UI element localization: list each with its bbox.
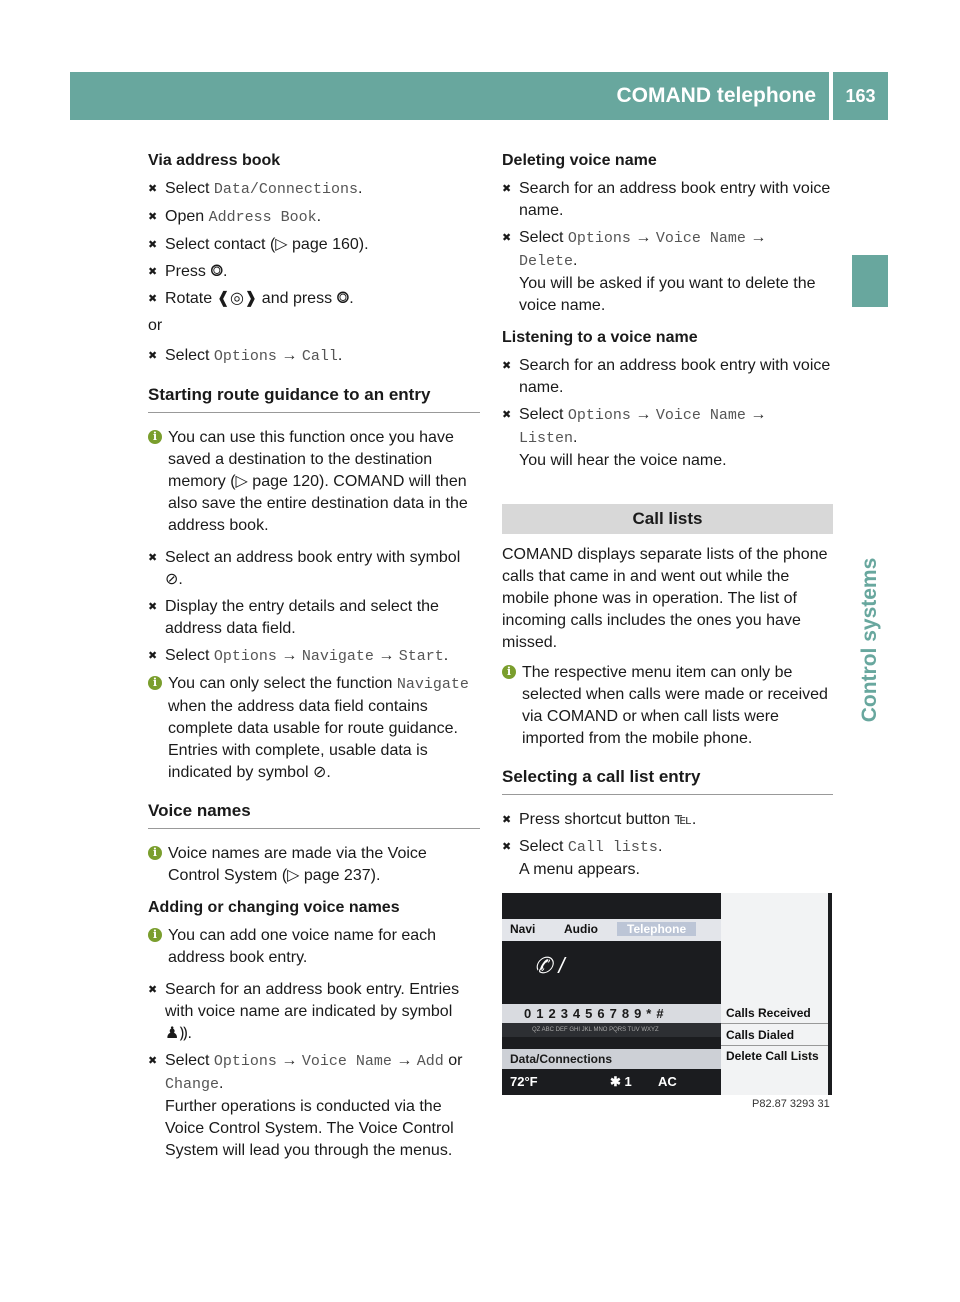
screen-ac: AC — [658, 1074, 677, 1089]
left-column — [148, 150, 480, 1167]
step-select-options-call: ✖ Select Options → Call. — [148, 345, 480, 368]
info-icon: i — [502, 665, 516, 679]
step-press: ✖ Press ⭗. — [148, 261, 480, 283]
info-icon: i — [148, 676, 162, 690]
page-number: 163 — [845, 86, 876, 106]
info-note-navigate: i You can only select the function Navigate when the address data field contains complete data usable for route guidance. Entries with complete, usable data is indicated by symbol ⊘. — [148, 673, 480, 784]
section-title-selecting-call-list: Selecting a call list entry — [502, 766, 833, 795]
step-select-contact: ✖ Select contact (▷ page 160). — [148, 234, 480, 256]
step-select-data-connections: ✖ Select Data/Connections. — [148, 178, 480, 201]
step-select-call-lists: ✖ Select Call lists. A menu appears. — [502, 836, 833, 881]
section-title-voice-names: Voice names — [148, 800, 480, 829]
step-press-shortcut: ✖ Press shortcut button ℡. — [502, 809, 833, 831]
step-select-voice-name-add: ✖ Select Options → Voice Name → Add or Change. Further operations is conducted via the Voice Control System. The Voice Control System will lead you through the menus. — [148, 1050, 480, 1162]
or-text: or — [148, 317, 163, 334]
call-lists-paragraph: COMAND displays separate lists of the phone calls that came in and went out while the mobile phone was in operation. The list of incoming calls includes the ones you have missed. — [502, 546, 828, 651]
info-note-destination: i You can use this function once you have saved a destination to the destination memory (▷ page 120). COMAND will then also save the entire destination data in the address book. — [148, 427, 480, 537]
step-search-entry: ✖ Search for an address book entry with voice name. — [502, 178, 833, 222]
chapter-title: COMAND telephone — [616, 84, 816, 107]
info-icon: i — [148, 430, 162, 444]
step-rotate-press: ✖ Rotate ❰◎❱ and press ⭗. — [148, 288, 480, 310]
screen-tab-telephone: Telephone — [617, 922, 696, 936]
screen-tab-audio: Audio — [564, 922, 598, 936]
right-column — [502, 150, 833, 886]
menu-divider — [721, 1023, 832, 1024]
subheading-deleting-voice-name: Deleting voice name — [502, 152, 657, 169]
screen-temperature: 72°F — [510, 1074, 538, 1089]
screen-tab-navi: Navi — [510, 922, 536, 936]
screen-status-bar — [502, 1069, 721, 1095]
comand-screen-image — [502, 893, 832, 1095]
side-chapter-label: Control systems — [858, 557, 881, 723]
info-note-voice-control: i Voice names are made via the Voice Control System (▷ page 237). — [148, 843, 480, 887]
section-title-route-guidance: Starting route guidance to an entry — [148, 384, 480, 413]
screen-data-connections: Data/Connections — [502, 1049, 721, 1069]
screen-digit-row: 0123456789*# — [502, 1004, 721, 1023]
screen-call-menu — [721, 893, 832, 1095]
step-select-navigate-start: ✖ Select Options → Navigate → Start. — [148, 645, 480, 668]
step-select-entry-symbol: ✖ Select an address book entry with symbol ⊘. — [148, 547, 480, 591]
step-search-entry-listen: ✖ Search for an address book entry with voice name. — [502, 355, 833, 399]
subheading-adding-voice-names: Adding or changing voice names — [148, 899, 400, 916]
info-note-one-voice-name: i You can add one voice name for each address book entry. — [148, 925, 480, 969]
menu-calls-dialed: Calls Dialed — [726, 1028, 795, 1042]
handset-icon: ✆ / — [534, 953, 565, 978]
chapter-tab-marker — [852, 255, 888, 307]
screen-fan-level: ✱ 1 — [610, 1074, 632, 1089]
figure-id: P82.87 3293 31 — [752, 1098, 830, 1110]
call-lists-heading: Call lists — [502, 504, 833, 534]
menu-calls-received: Calls Received — [726, 1006, 811, 1020]
step-select-listen: ✖ Select Options → Voice Name → Listen. You will hear the voice name. — [502, 404, 833, 472]
step-open-address-book: ✖ Open Address Book. — [148, 206, 480, 229]
step-select-delete: ✖ Select Options → Voice Name → Delete. You will be asked if you want to delete the voice name. — [502, 227, 833, 317]
menu-divider — [721, 1045, 832, 1046]
info-note-menu-item: i The respective menu item can only be selected when calls were made or received via COMAND or when call lists were imported from the mobile phone. — [502, 662, 833, 750]
step-search-entry-voice: ✖ Search for an address book entry. Entries with voice name are indicated by symbol ♟⸩. — [148, 979, 480, 1045]
info-icon: i — [148, 846, 162, 860]
screen-letter-row: QZ ABC DEF GHI JKL MNO PQRS TUV WXYZ — [502, 1023, 721, 1037]
menu-delete-call-lists: Delete Call Lists — [726, 1049, 819, 1063]
subheading-listening: Listening to a voice name — [502, 329, 698, 346]
info-icon: i — [148, 928, 162, 942]
subheading-via-address-book: Via address book — [148, 152, 281, 169]
screen-right-edge — [828, 893, 832, 1095]
step-display-details: ✖ Display the entry details and select the address data field. — [148, 596, 480, 640]
